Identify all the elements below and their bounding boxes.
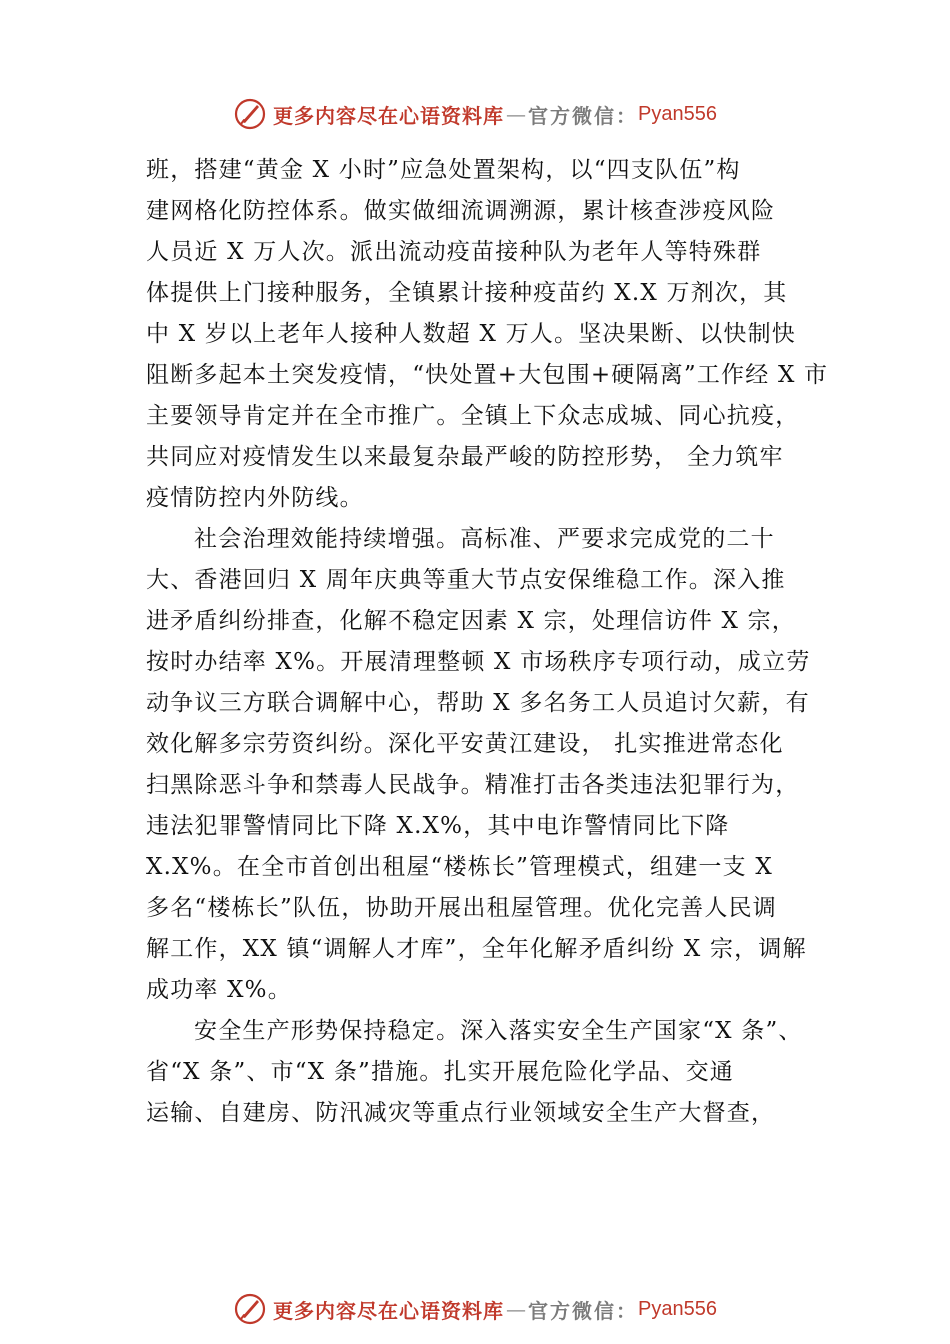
quill-logo-icon: [233, 1292, 267, 1326]
footer-brand-text: 更多内容尽在心语资料库: [273, 1298, 505, 1323]
body-text-line: 解工作，XX 镇“调解人才库”，全年化解矛盾纠纷 X 宗，调解: [146, 936, 807, 962]
body-text-line: 安全生产形势保持稳定。深入落实安全生产国家“X 条”、: [194, 1018, 803, 1044]
header-wechat-account: Pyan556: [638, 102, 717, 125]
body-text-line: 成功率 X%。: [146, 977, 292, 1003]
footer-banner: [0, 1289, 950, 1329]
footer-wechat-account: Pyan556: [638, 1297, 717, 1320]
body-text-line: 体提供上门接种服务，全镇累计接种疫苗约 X.X 万剂次，其: [146, 280, 788, 306]
body-text-line: 扫黑除恶斗争和禁毒人民战争。精准打击各类违法犯罪行为，: [146, 772, 800, 798]
body-text-line: 违法犯罪警情同比下降 X.X%，其中电诈警情同比下降: [146, 813, 730, 839]
document-body: [146, 150, 836, 1134]
header-dash: —: [506, 102, 527, 126]
quill-logo-icon: [233, 97, 267, 131]
body-text-line: 共同应对疫情发生以来最复杂最严峻的防控形势， 全力筑牢: [146, 444, 784, 470]
header-brand-text: 更多内容尽在心语资料库: [273, 103, 505, 128]
body-text-line: 动争议三方联合调解中心，帮助 X 多名务工人员追讨欠薪，有: [146, 690, 810, 716]
header-wechat-label: 官方微信：: [528, 103, 639, 128]
footer-wechat-label: 官方微信：: [528, 1298, 639, 1323]
body-text-line: 运输、自建房、防汛减灾等重点行业领域安全生产大督查，: [146, 1100, 776, 1126]
body-text-line: 进矛盾纠纷排查，化解不稳定因素 X 宗，处理信访件 X 宗，: [146, 608, 796, 634]
body-text-line: 人员近 X 万人次。派出流动疫苗接种队为老年人等特殊群: [146, 239, 762, 265]
body-text-line: 大、香港回归 X 周年庆典等重大节点安保维稳工作。深入推: [146, 567, 786, 593]
body-text-line: 阻断多起本土突发疫情，“快处置+大包围+硬隔离”工作经 X 市: [146, 362, 829, 388]
body-text-line: 省“X 条”、市“X 条”措施。扎实开展危险化学品、交通: [146, 1059, 735, 1085]
body-text-line: 班，搭建“黄金 X 小时”应急处置架构，以“四支队伍”构: [146, 157, 741, 183]
footer-dash: —: [506, 1297, 527, 1321]
header-banner: [0, 94, 950, 134]
body-text-line: 多名“楼栋长”队伍，协助开展出租屋管理。优化完善人民调: [146, 895, 777, 921]
body-text-line: 主要领导肯定并在全市推广。全镇上下众志成城、同心抗疫，: [146, 403, 800, 429]
body-text-line: 社会治理效能持续增强。高标准、严要求完成党的二十: [194, 526, 775, 552]
body-text-line: 效化解多宗劳资纠纷。深化平安黄江建设， 扎实推进常态化: [146, 731, 784, 757]
body-text-line: 建网格化防控体系。做实做细流调溯源，累计核查涉疫风险: [146, 198, 776, 224]
body-text-line: 疫情防控内外防线。: [146, 485, 364, 511]
body-text-line: 按时办结率 X%。开展清理整顿 X 市场秩序专项行动，成立劳: [146, 649, 811, 675]
body-text-line: 中 X 岁以上老年人接种人数超 X 万人。坚决果断、以快制快: [146, 321, 796, 347]
body-text-line: X.X%。在全市首创出租屋“楼栋长”管理模式，组建一支 X: [146, 854, 773, 880]
